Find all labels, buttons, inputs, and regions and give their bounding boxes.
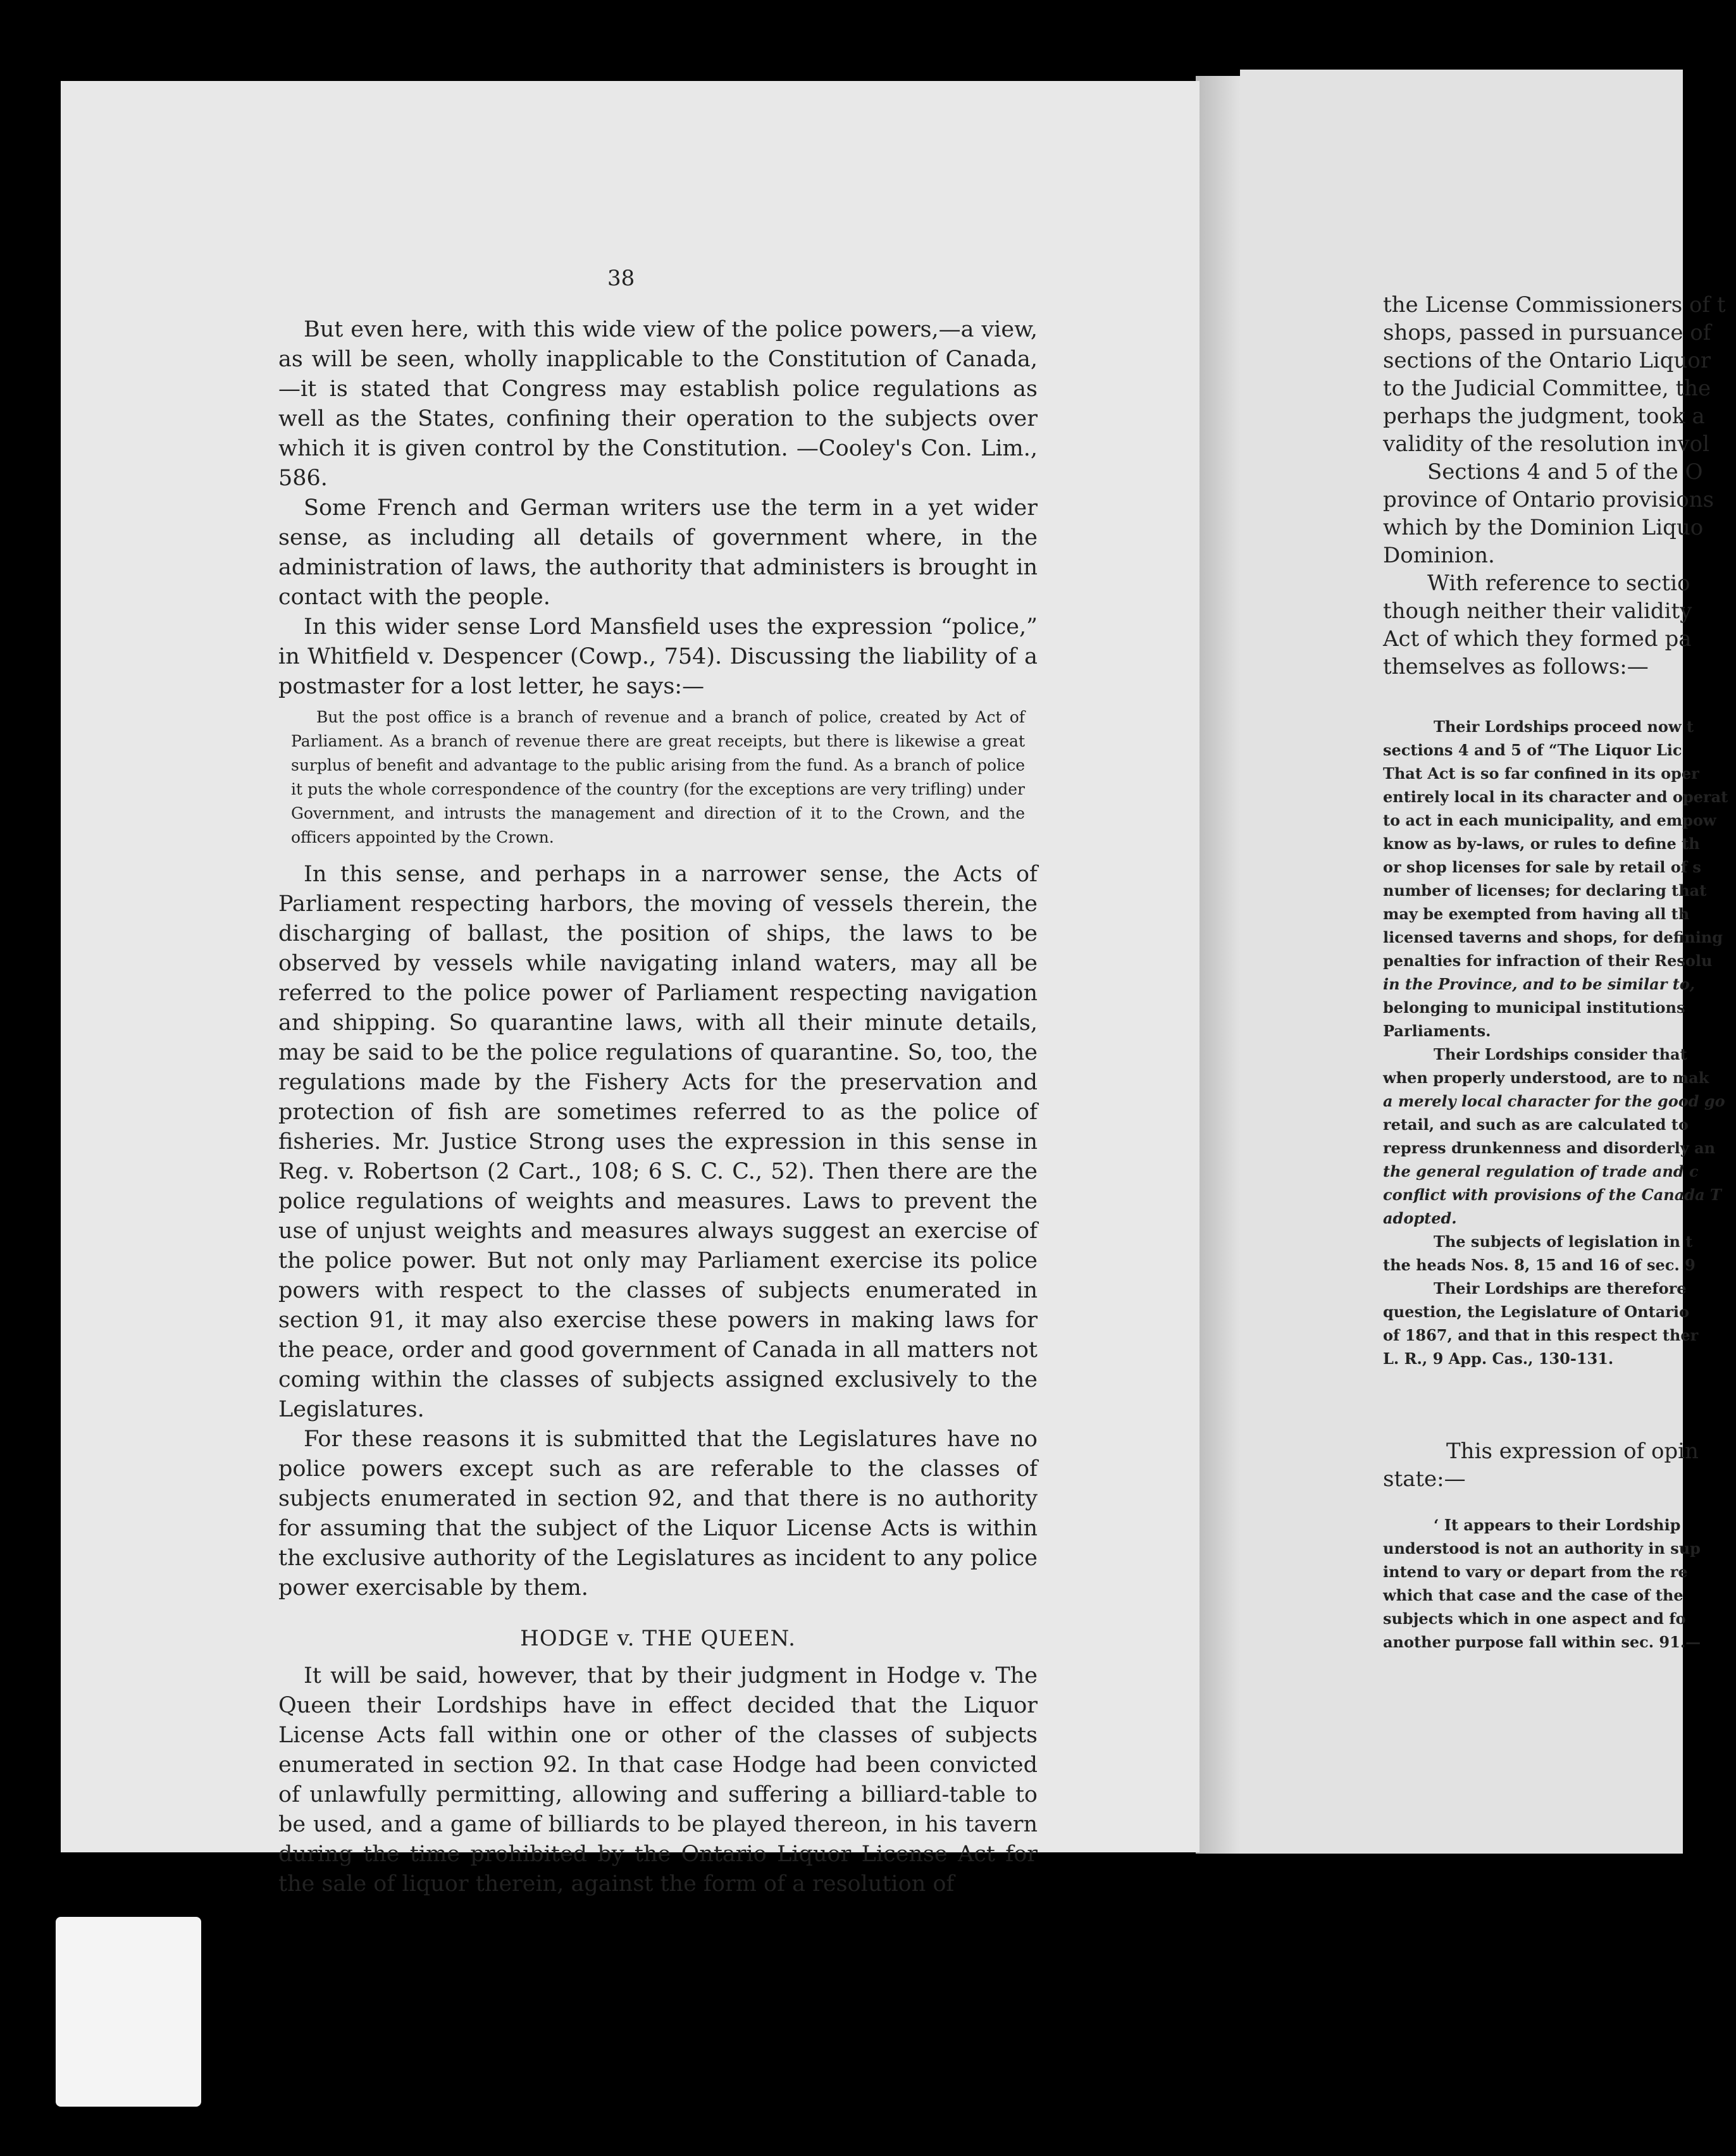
quote-line: or shop licenses for sale by retail of s bbox=[1383, 858, 1701, 876]
text-line: shops, passed in pursuance of bbox=[1383, 320, 1711, 345]
book-gutter bbox=[1196, 76, 1243, 1854]
text-line: themselves as follows:— bbox=[1383, 654, 1649, 679]
quote-line: penalties for infraction of their Resolu bbox=[1383, 951, 1713, 970]
section-heading: HODGE v. THE QUEEN. bbox=[520, 1626, 796, 1651]
block-quote: But the post office is a branch of revenue and a branch of police, created by Act of Parliament. As a branch of revenue there are great receipts, but there is likewise a great surplus of benefit and advantage to the public arising from the fund. As a branch of police it puts the whole correspondence of the country (for the exceptions are very trifling) under Government, and intrusts the management and direction of it to the Crown, and the officers appointed by the Crown. bbox=[291, 708, 1025, 846]
quote-line: entirely local in its character and operat bbox=[1383, 788, 1728, 806]
paper-card bbox=[56, 1917, 201, 2107]
quote-line: when properly understood, are to mak bbox=[1383, 1069, 1709, 1087]
quote-line: know as by-laws, or rules to define th bbox=[1383, 834, 1700, 853]
quote-line: understood is not an authority in sup bbox=[1383, 1539, 1701, 1558]
right-text-top bbox=[1383, 291, 1736, 681]
quote-line: Their Lordships proceed now t bbox=[1434, 717, 1694, 736]
quote-line: subjects which in one aspect and fo bbox=[1383, 1609, 1686, 1628]
quote-line: in the Province, and to be similar to, bbox=[1383, 975, 1696, 993]
text-line: sections of the Ontario Liquor bbox=[1383, 348, 1711, 373]
quote-line: number of licenses; for declaring that bbox=[1383, 881, 1707, 900]
quote-line: Their Lordships are therefore bbox=[1434, 1279, 1687, 1298]
right-quote-2 bbox=[1383, 1513, 1736, 1654]
quote-line: licensed taverns and shops, for defining bbox=[1383, 928, 1723, 946]
quote-line: Parliaments. bbox=[1383, 1022, 1491, 1040]
quote-line: belonging to municipal institutions bbox=[1383, 998, 1685, 1017]
text-line: the License Commissioners of t bbox=[1383, 292, 1726, 318]
quote-line: a merely local character for the good go bbox=[1383, 1092, 1725, 1110]
quote-line: the heads Nos. 8, 15 and 16 of sec. 9 bbox=[1383, 1256, 1696, 1274]
quote-line: another purpose fall within sec. 91.— bbox=[1383, 1633, 1701, 1651]
quote-line: adopted. bbox=[1383, 1209, 1457, 1227]
text-line: state:— bbox=[1383, 1466, 1466, 1492]
text-line: With reference to sectio bbox=[1427, 571, 1690, 596]
quote-line: which that case and the case of the bbox=[1383, 1586, 1683, 1604]
quote-line: of 1867, and that in this respect ther bbox=[1383, 1326, 1699, 1344]
quote-line: the general regulation of trade and c bbox=[1383, 1162, 1699, 1180]
paragraph: In this wider sense Lord Mansfield uses the expression “police,” in Whitfield v. Despencer (Cowp., 754). Discussing the liability of a postmaster for a lost letter, he says:— bbox=[278, 614, 1038, 699]
quote-line: intend to vary or depart from the re bbox=[1383, 1563, 1688, 1581]
text-line: Dominion. bbox=[1383, 543, 1495, 568]
text-line: Sections 4 and 5 of the O bbox=[1427, 459, 1703, 485]
text-line: This expression of opin bbox=[1446, 1439, 1699, 1464]
quote-line: question, the Legislature of Ontario bbox=[1383, 1303, 1690, 1321]
text-line: perhaps the judgment, took a bbox=[1383, 404, 1705, 429]
text-line: to the Judicial Committee, the bbox=[1383, 376, 1711, 401]
quote-line: retail, and such as are calculated to bbox=[1383, 1115, 1689, 1134]
quote-line: conflict with provisions of the Canada T bbox=[1383, 1186, 1721, 1204]
text-line: which by the Dominion Liquo bbox=[1383, 515, 1704, 540]
quote-line: repress drunkenness and disorderly an bbox=[1383, 1139, 1716, 1157]
text-line: though neither their validity bbox=[1383, 598, 1692, 624]
page-number: 38 bbox=[607, 266, 635, 291]
quote-line: L. R., 9 App. Cas., 130-131. bbox=[1383, 1349, 1614, 1368]
paragraph: In this sense, and perhaps in a narrower sense, the Acts of Parliament respecting harbors, the moving of vessels therein, the discharging of ballast, the position of ships, the laws to be observed by vessels while navigating inland waters, may all be referred to the police power of Parliament respecting navigation and shipping. So quarantine laws, with all their minute details, may be said to be the police regulations of quarantine. So, too, the regulations made by the Fishery Acts for the preservation and protection of fish are sometimes referred to as the police of fisheries. Mr. Justice Strong uses the expression in this sense in Reg. v. Robertson (2 Cart., 108; 6 S. C. C., 52). Then there are the police regulations of weights and measures. Laws to prevent the use of unjust weights and measures always suggest an exercise of the police power. But not only may Parliament exercise its police powers with respect to the classes of subjects enumerated in section 91, it may also exercise these powers in making laws for the peace, order and good government of Canada in all matters not coming within the classes of subjects assigned exclusively to the Legislatures. bbox=[278, 862, 1038, 1422]
paragraph: Some French and German writers use the term in a yet wider sense, as including all details of government where, in the administration of laws, the authority that administers is brought in contact with the people. bbox=[278, 495, 1038, 610]
right-text-mid bbox=[1383, 1437, 1736, 1493]
quote-line: to act in each municipality, and empow bbox=[1383, 811, 1716, 829]
text-line: province of Ontario provisions bbox=[1383, 487, 1714, 512]
quote-line: may be exempted from having all th bbox=[1383, 905, 1690, 923]
quote-line: That Act is so far confined in its oper bbox=[1383, 764, 1699, 783]
text-line: validity of the resolution invol bbox=[1383, 431, 1709, 457]
quote-line: Their Lordships consider that bbox=[1434, 1045, 1687, 1063]
left-text-column bbox=[278, 315, 1038, 1899]
quote-line: sections 4 and 5 of “The Liquor Lic bbox=[1383, 741, 1682, 759]
quote-line: ‘ It appears to their Lordship bbox=[1434, 1516, 1681, 1534]
right-quote-1 bbox=[1383, 715, 1736, 1370]
paragraph: But even here, with this wide view of the police powers,—a view, as will be seen, wholly inapplicable to the Constitution of Canada,—it is stated that Congress may establish police regulations as well as the States, confining their operation to the subjects over which it is given control by the Constitution. —Cooley's Con. Lim., 586. bbox=[278, 317, 1038, 491]
paragraph: It will be said, however, that by their judgment in Hodge v. The Queen their Lordships have in effect decided that the Liquor License Acts fall within one or other of the classes of subjects enumerated in section 92. In that case Hodge had been convicted of unlawfully permitting, allowing and suffering a billiard-table to be used, and a game of billiards to be played thereon, in his tavern during the time prohibited by the Ontario Liquor License Act for the sale of liquor therein, against the form of a resolution of bbox=[278, 1663, 1038, 1897]
text-line: Act of which they formed pa bbox=[1383, 626, 1692, 652]
paragraph: For these reasons it is submitted that the Legislatures have no police powers except such as are referable to the classes of subjects enumerated in section 92, and that there is no authority for assuming that the subject of the Liquor License Acts is within the exclusive authority of the Legislatures as incident to any police power exercisable by them. bbox=[278, 1427, 1038, 1601]
quote-line: The subjects of legislation in t bbox=[1434, 1232, 1693, 1251]
